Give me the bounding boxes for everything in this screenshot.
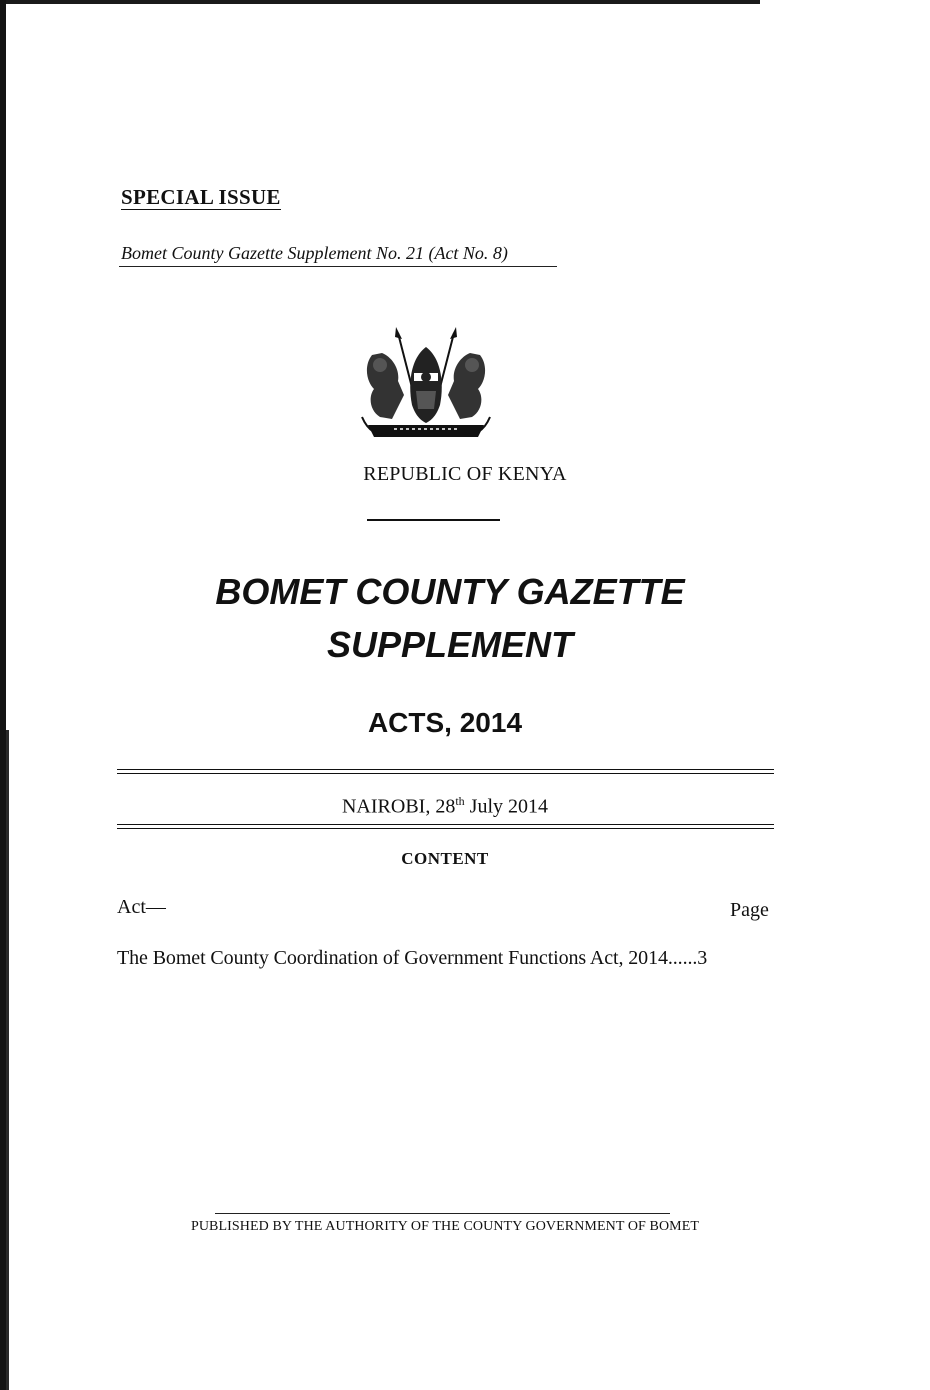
published-by-footer: PUBLISHED BY THE AUTHORITY OF THE COUNTY GOVERNMENT OF BOMET	[190, 1219, 700, 1234]
content-heading: CONTENT	[401, 849, 489, 868]
act-column-label: Act—	[117, 896, 166, 918]
gazette-title-line-1: BOMET COUNTY GAZETTE	[215, 571, 685, 612]
acts-year-heading: ACTS, 2014	[367, 707, 523, 738]
dateline-ordinal: th	[455, 794, 465, 808]
special-issue-label: SPECIAL ISSUE	[121, 185, 281, 209]
scan-edge-left-inner	[6, 730, 9, 1390]
content-entry: The Bomet County Coordination of Government Functions Act, 2014......3	[117, 947, 708, 969]
republic-divider	[367, 519, 500, 521]
gazette-title-line-2: SUPPLEMENT	[326, 624, 574, 665]
kenya-coat-of-arms-icon	[358, 325, 494, 447]
supplement-underline	[119, 266, 557, 267]
republic-of-kenya-heading: REPUBLIC OF KENYA	[363, 463, 567, 485]
double-rule-bottom	[117, 824, 774, 829]
footer-rule	[215, 1213, 670, 1214]
supplement-number-line: Bomet County Gazette Supplement No. 21 (Act No. 8)	[121, 243, 508, 263]
dateline-rest: July 2014	[464, 795, 549, 818]
scan-edge-top	[0, 0, 760, 4]
dateline	[0, 794, 890, 819]
double-rule-top	[117, 769, 774, 774]
dateline-prefix: NAIROBI, 28	[341, 795, 456, 818]
page-column-label: Page	[730, 899, 769, 921]
